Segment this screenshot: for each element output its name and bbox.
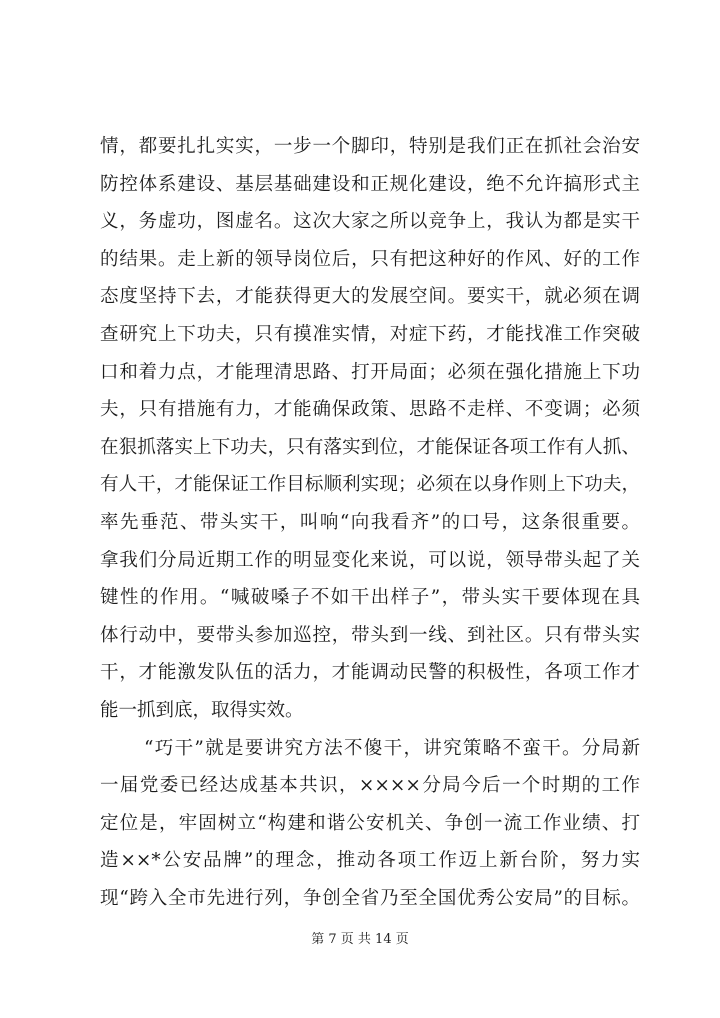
text-line: 定位是，牢固树立“构建和谐公安机关、争创一流工作业绩、打	[100, 812, 640, 834]
text-line: 键性的作用。“喊破嗓子不如干出样子”，带头实干要体现在具	[100, 587, 640, 609]
text-line: 的结果。走上新的领导岗位后，只有把这种好的作风、好的工作	[100, 248, 640, 270]
text-line: 一届党委已经达成基本共识，××××分局今后一个时期的工作	[100, 775, 640, 797]
text-line: 夫，只有措施有力，才能确保政策、思路不走样、不变调；必须	[100, 399, 640, 421]
text-line: 口和着力点，才能理清思路、打开局面；必须在强化措施上下功	[100, 361, 640, 383]
text-line: 造××*公安品牌”的理念，推动各项工作迈上新台阶，努力实	[100, 850, 640, 872]
text-line: 现“跨入全市先进行列，争创全省乃至全国优秀公安局”的目标。	[100, 887, 640, 909]
text-line: 在狠抓落实上下功夫，只有落实到位，才能保证各项工作有人抓、	[100, 436, 640, 458]
text-line: 查研究上下功夫，只有摸准实情，对症下药，才能找准工作突破	[100, 323, 640, 345]
text-line: 防控体系建设、基层基础建设和正规化建设，绝不允许搞形式主	[100, 173, 640, 195]
text-line: 情，都要扎扎实实，一步一个脚印，特别是我们正在抓社会治安	[100, 136, 640, 157]
body-text	[100, 128, 640, 917]
text-line: 有人干，才能保证工作目标顺利实现；必须在以身作则上下功夫，	[100, 474, 640, 496]
text-line: 体行动中，要带头参加巡控，带头到一线、到社区。只有带头实	[100, 624, 640, 646]
text-line: 能一抓到底，取得实效。	[100, 699, 304, 721]
page-number-footer: 第 7 页 共 14 页	[311, 932, 409, 947]
text-line: “巧干”就是要讲究方法不傻干，讲究策略不蛮干。分局新	[144, 737, 640, 759]
text-line: 拿我们分局近期工作的明显变化来说，可以说，领导带头起了关	[100, 549, 640, 571]
text-line: 义，务虚功，图虚名。这次大家之所以竞争上，我认为都是实干	[100, 211, 640, 233]
text-line: 干，才能激发队伍的活力，才能调动民警的积极性，各项工作才	[100, 662, 640, 684]
text-line: 态度坚持下去，才能获得更大的发展空间。要实干，就必须在调	[100, 286, 640, 308]
text-line: 率先垂范、带头实干，叫响“向我看齐”的口号，这条很重要。	[100, 511, 640, 533]
